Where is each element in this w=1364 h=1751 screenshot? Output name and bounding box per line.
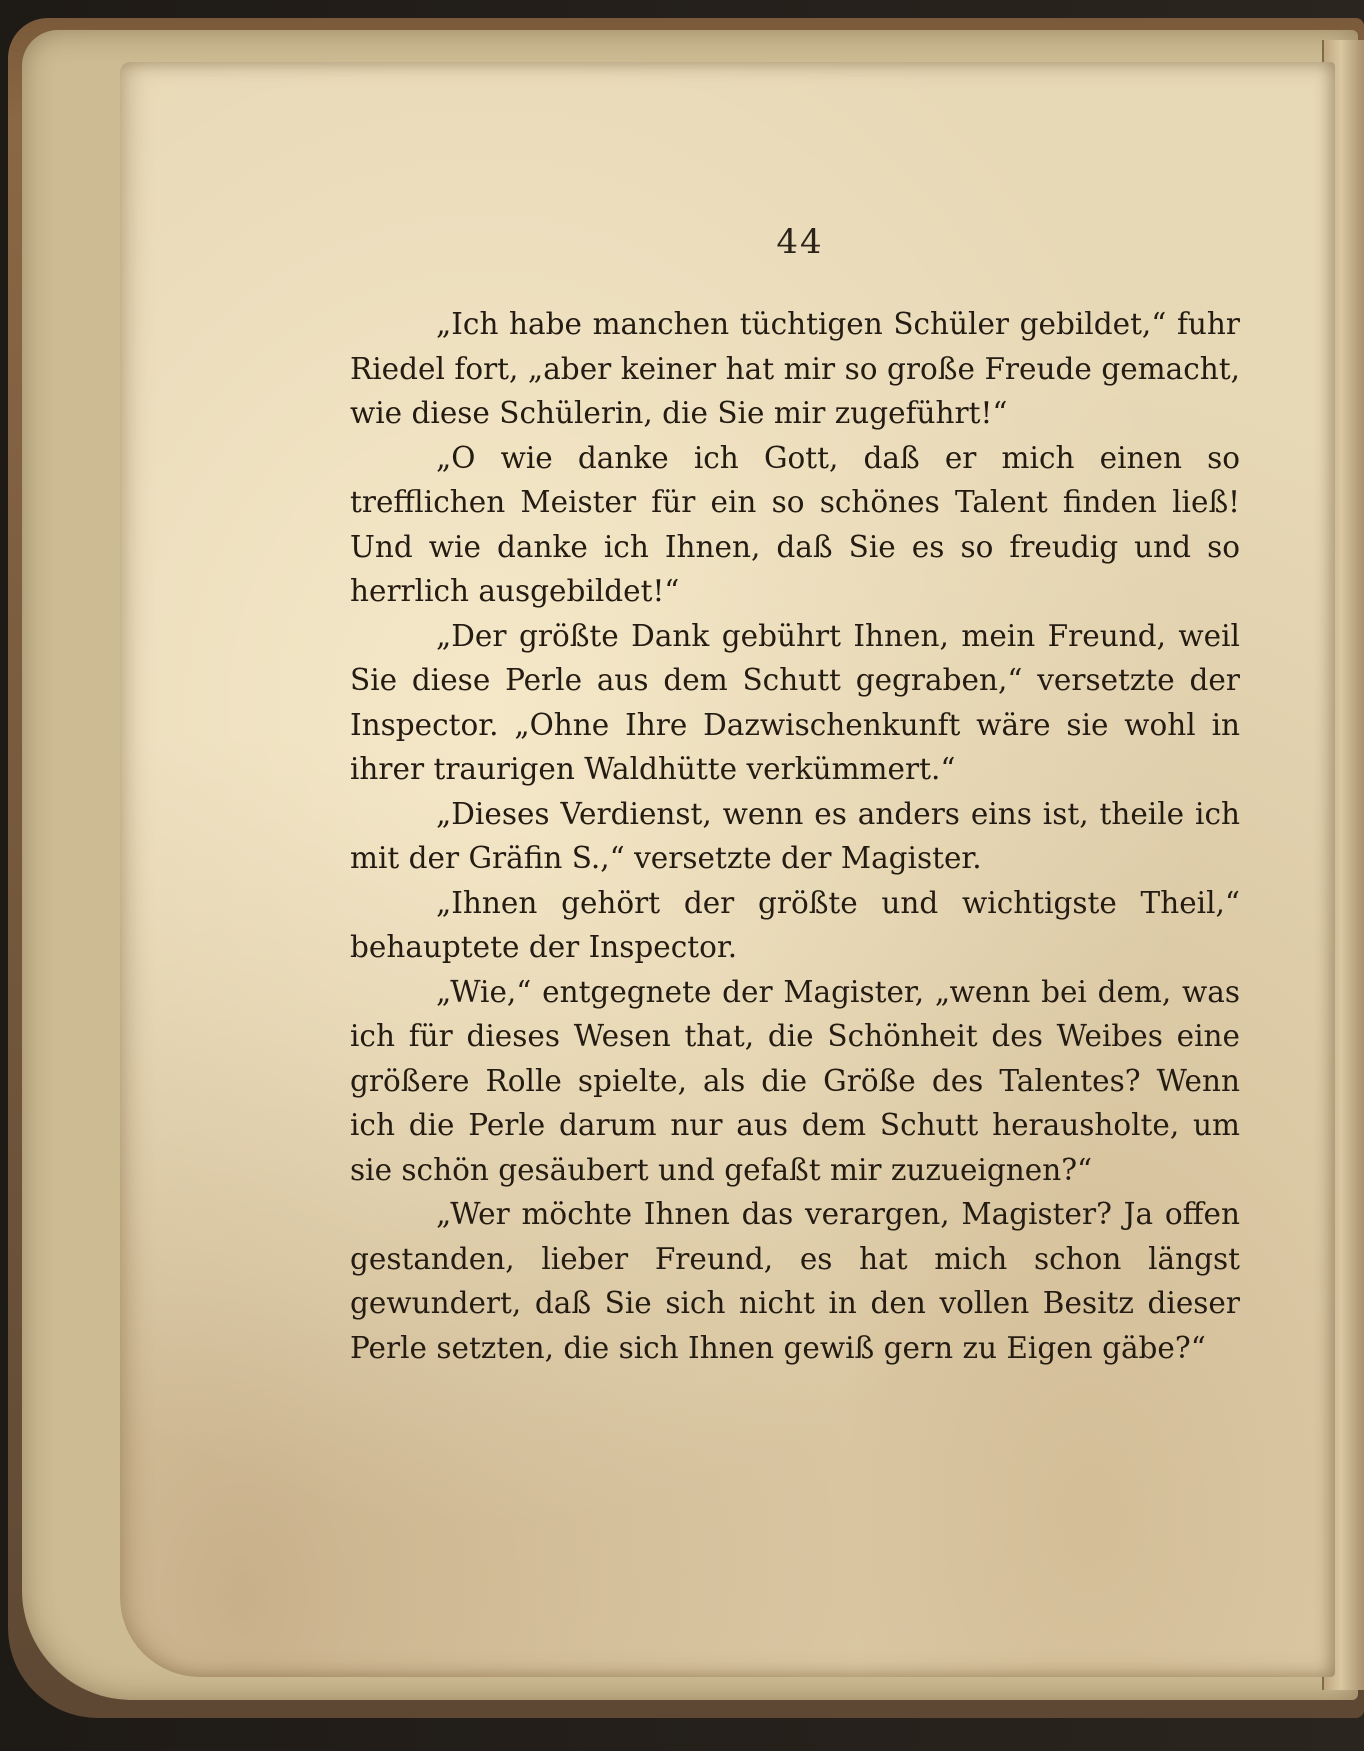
paragraph: „Wie,“ entgegnete der Magister, „wenn bei dem, was ich für dieses Wesen that, die Schönheit des Weibes eine größere Rolle spielte, als die Größe des Talentes? Wenn ich die Perle darum nur aus dem Schutt herausholte, um sie schön gesäubert und gefaßt mir zuzueignen?“ [350,974,1240,1187]
paragraph: „Wer möchte Ihnen das verargen, Magister? Ja offen gestanden, lieber Freund, es hat mich schon längst gewundert, daß Sie sich nicht in den vollen Besitz dieser Perle setzten, die sich Ihnen gewiß gern zu Eigen gäbe?“ [350,1197,1240,1365]
paragraph: „O wie danke ich Gott, daß er mich einen so trefflichen Meister für ein so schönes Talent finden ließ! Und wie danke ich Ihnen, daß Sie es so freudig und so herrlich ausgebildet!“ [350,440,1240,608]
paragraph: „Ich habe manchen tüchtigen Schüler gebildet,“ fuhr Riedel fort, „aber keiner hat mir so große Freude gemacht, wie diese Schülerin, die Sie mir zugeführt!“ [350,307,1240,430]
page-number: 44 [776,222,824,262]
paragraph: „Ihnen gehört der größte und wichtigste Theil,“ behauptete der Inspector. [350,885,1240,964]
paragraph: „Dieses Verdienst, wenn es anders eins ist, theile ich mit der Gräfin S.,“ versetzte der Magister. [350,796,1240,875]
body-text [350,302,1240,1370]
paragraph: „Der größte Dank gebührt Ihnen, mein Freund, weil Sie diese Perle aus dem Schutt gegraben,“ versetzte der Inspector. „Ohne Ihre Dazwischenkunft wäre sie wohl in ihrer traurigen Waldhütte verkümmert.“ [350,618,1240,786]
